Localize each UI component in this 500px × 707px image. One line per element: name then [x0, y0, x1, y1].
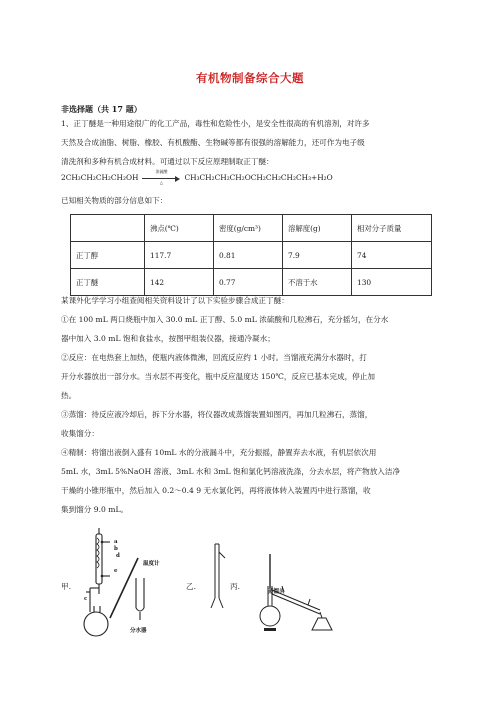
figure-label-jia: 甲.: [61, 582, 72, 591]
procedure-line: ②反应：在电热套上加热，使瓶内液体微沸，回流反应约 1 小时。当馏液充满分水器时，打: [61, 353, 367, 362]
procedure-line: ①在 100 mL 两口烧瓶中加入 30.0 mL 正丁醇、5.0 mL 浓硫酸和几粒沸石，充分摇匀，在分水: [61, 315, 389, 324]
table-header-cell: 溶解度(g): [283, 215, 352, 242]
table-cell: 正丁醚: [71, 269, 145, 296]
table-header-row: [71, 215, 432, 242]
table-cell: 0.77: [214, 269, 283, 296]
reaction-equation: [61, 169, 333, 185]
label-still-head: 蒸馏头: [268, 589, 285, 595]
procedure-line: 热。: [61, 391, 77, 400]
reaction-arrow: [142, 169, 180, 185]
figure-label-yi: 乙.: [186, 582, 197, 591]
procedure-line: 收集馏分：: [61, 429, 99, 438]
label-thermometer: 温度计: [143, 561, 160, 567]
table-cell: 正丁醇: [71, 242, 145, 269]
section-heading: 非选择题（共 17 题）: [61, 104, 142, 114]
procedure-line: 器中加入 3.0 mL 饱和食盐水，按图甲组装仪器，接通冷凝水；: [61, 334, 275, 343]
apparatus-bing-diagram: [250, 548, 345, 633]
procedure-line: 干燥的小锥形瓶中，然后加入 0.2～0.4 9 无水氯化钙，再将液体转入装置丙中进行蒸馏，收: [61, 486, 371, 495]
reaction-condition-heat: △: [159, 180, 163, 185]
table-intro-text: 已知相关物质的部分信息如下：: [61, 196, 168, 205]
table-cell: 7.9: [283, 242, 352, 269]
label-letter-e: e: [114, 568, 118, 574]
table-header-cell: 相对分子质量: [352, 215, 432, 242]
reaction-condition-catalyst: 浓硫酸: [155, 169, 168, 174]
intro-paragraph: [61, 114, 439, 171]
procedure-line: ④精制：将馏出液倒入盛有 10mL 水的分液漏斗中，充分振摇，静置弃去水液，有机层依次用: [61, 448, 377, 457]
figure-label-bing: 丙.: [230, 582, 241, 591]
label-separator: 分水器: [130, 628, 147, 634]
table-header-cell: [71, 215, 145, 242]
table-header-cell: 密度(g/cm³): [214, 215, 283, 242]
apparatus-jia-diagram: [70, 528, 190, 638]
procedure-paragraph: [61, 291, 439, 519]
table-intro: [61, 191, 439, 210]
table-header-cell: 沸点(℃): [145, 215, 214, 242]
table-row: [71, 242, 432, 269]
label-letter-d: d: [116, 553, 120, 559]
label-letter-b: b: [114, 546, 118, 552]
equation-products: CH₃CH₂CH₂CH₂OCH₂CH₂CH₂CH₃+H₂O: [184, 172, 333, 182]
intro-line: 天然及合成油脂、树脂、橡胶、有机酸酯、生物碱等都有很强的溶解能力，还可作为电子级: [61, 138, 365, 147]
procedure-line: 某课外化学学习小组查阅相关资料设计了以下实验步骤合成正丁醚：: [61, 296, 289, 305]
table-cell: 74: [352, 242, 432, 269]
procedure-line: 5mL 水，3mL 5%NaOH 溶液、3mL 水和 3mL 饱和氯化钙溶液洗涤，分去水层，将产物放入洁净: [61, 467, 401, 476]
table-cell: 0.81: [214, 242, 283, 269]
table-cell: 130: [352, 269, 432, 296]
properties-table: [70, 214, 432, 296]
label-letter-c: c: [84, 596, 88, 602]
table-cell: 不溶于水: [283, 269, 352, 296]
apparatus-yi-diagram: [203, 542, 233, 612]
table-cell: 142: [145, 269, 214, 296]
equation-reactant: 2CH₃CH₂CH₂CH₂OH: [61, 172, 139, 182]
intro-line: 1、正丁醚是一种用途很广的化工产品，毒性和危险性小，是安全性很高的有机溶剂，对许多: [61, 119, 370, 128]
label-letter-a: a: [114, 539, 118, 545]
intro-line: 清洗剂和多种有机合成材料。可通过以下反应原理制取正丁醚：: [61, 157, 274, 166]
procedure-line: 集到馏分 9.0 mL。: [61, 505, 129, 514]
table-cell: 117.7: [145, 242, 214, 269]
page-title: 有机物制备综合大题: [196, 71, 304, 85]
procedure-line: ③蒸馏：待反应液冷却后，拆下分水器，将仪器改成蒸馏装置如图丙，再加几粒沸石，蒸馏，: [61, 410, 373, 419]
procedure-line: 开分水器放出一部分水。当水层不再变化，瓶中反应温度达 150℃，反应已基本完成，停止加: [61, 372, 375, 381]
